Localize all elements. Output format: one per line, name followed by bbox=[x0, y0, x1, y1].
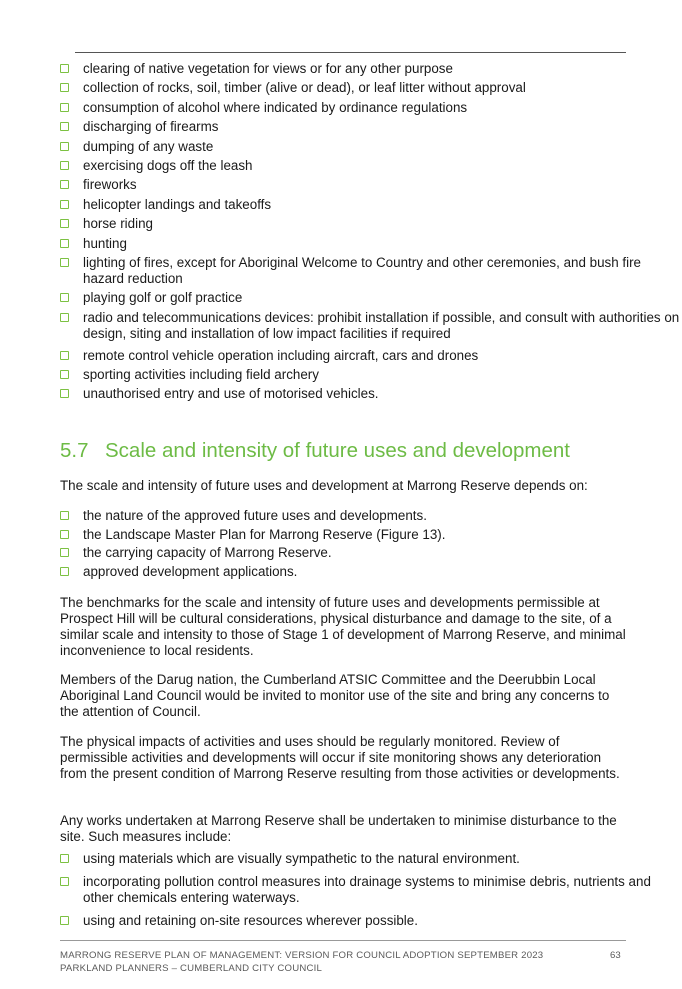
checkbox-bullet-icon bbox=[60, 548, 69, 557]
list-item bbox=[60, 216, 682, 232]
section-title: Scale and intensity of future uses and development bbox=[105, 439, 570, 462]
checkbox-bullet-icon bbox=[60, 219, 69, 228]
benchmarks-paragraph: The benchmarks for the scale and intensity of future uses and developments permissible at Prospect Hill will be cultural considerations, physical disturbance and damage to the site, of a similar scale and intensity to those of Stage 1 of development of Marrong Reserve, and minimal inconvenience to local residents. bbox=[60, 595, 626, 658]
list-item bbox=[60, 139, 682, 155]
list-item-text: collection of rocks, soil, timber (alive or dead), or leaf litter without approval bbox=[83, 80, 526, 96]
checkbox-bullet-icon bbox=[60, 64, 69, 73]
list-item-text: fireworks bbox=[83, 177, 137, 193]
list-item bbox=[60, 913, 682, 929]
list-item-text: discharging of firearms bbox=[83, 119, 219, 135]
list-item bbox=[60, 255, 682, 287]
list-item bbox=[60, 119, 682, 135]
list-item-text: using and retaining on-site resources wherever possible. bbox=[83, 913, 418, 928]
list-item bbox=[60, 527, 445, 543]
list-item bbox=[60, 61, 682, 77]
checkbox-bullet-icon bbox=[60, 200, 69, 209]
footer bbox=[60, 950, 543, 975]
checkbox-bullet-icon bbox=[60, 103, 69, 112]
list-item-text: using materials which are visually sympathetic to the natural environment. bbox=[83, 851, 520, 866]
checkbox-bullet-icon bbox=[60, 854, 69, 863]
checkbox-bullet-icon bbox=[60, 313, 69, 322]
list-item-text: lighting of fires, except for Aboriginal Welcome to Country and other ceremonies, and bush fire hazard reduction bbox=[83, 254, 641, 286]
footer-divider bbox=[60, 940, 626, 941]
impacts-paragraph: The physical impacts of activities and uses should be regularly monitored. Review of permissible activities and developments will occur if site monitoring shows any deterioration from the present condition of Marrong Reserve resulting from those activities or developments. bbox=[60, 734, 620, 781]
checkbox-bullet-icon bbox=[60, 511, 69, 520]
checkbox-bullet-icon bbox=[60, 122, 69, 131]
list-item bbox=[60, 177, 682, 193]
list-item bbox=[60, 367, 682, 383]
list-item bbox=[60, 851, 682, 867]
page-number: 63 bbox=[610, 950, 621, 961]
checkbox-bullet-icon bbox=[60, 239, 69, 248]
list-item bbox=[60, 80, 682, 96]
list-item bbox=[60, 290, 682, 306]
monitoring-paragraph: Members of the Darug nation, the Cumberland ATSIC Committee and the Deerubbin Local Aboriginal Land Council would be invited to monitor use of the site and bring any concerns to the attention of Council. bbox=[60, 672, 610, 719]
checkbox-bullet-icon bbox=[60, 293, 69, 302]
depends-on-list bbox=[60, 508, 445, 580]
list-item bbox=[60, 874, 682, 906]
checkbox-bullet-icon bbox=[60, 877, 69, 886]
list-item bbox=[60, 158, 682, 174]
checkbox-bullet-icon bbox=[60, 370, 69, 379]
prohibited-activities-list bbox=[60, 61, 682, 402]
section-heading bbox=[60, 439, 570, 463]
list-item-text: radio and telecommunications devices: prohibit installation if possible, and consult with authorities on design, siting and installation of low impact facilities if required bbox=[83, 309, 680, 341]
checkbox-bullet-icon bbox=[60, 180, 69, 189]
checkbox-bullet-icon bbox=[60, 161, 69, 170]
list-item-text: remote control vehicle operation including aircraft, cars and drones bbox=[83, 347, 479, 363]
list-item-text: sporting activities including field archery bbox=[83, 367, 319, 383]
list-item-text: playing golf or golf practice bbox=[83, 290, 243, 306]
list-item-text: consumption of alcohol where indicated by ordinance regulations bbox=[83, 99, 468, 115]
list-item-text: incorporating pollution control measures into drainage systems to minimise debris, nutrients and other chemicals entering waterways. bbox=[83, 874, 651, 905]
checkbox-bullet-icon bbox=[60, 258, 69, 267]
list-item bbox=[60, 310, 682, 342]
checkbox-bullet-icon bbox=[60, 916, 69, 925]
list-item bbox=[60, 508, 445, 524]
list-item bbox=[60, 564, 445, 580]
top-divider bbox=[75, 52, 626, 53]
checkbox-bullet-icon bbox=[60, 389, 69, 398]
list-item bbox=[60, 100, 682, 116]
list-item bbox=[60, 545, 445, 561]
footer-document-title: MARRONG RESERVE PLAN OF MANAGEMENT: VERSION FOR COUNCIL ADOPTION SEPTEMBER 2023 bbox=[60, 950, 544, 961]
list-item-text: exercising dogs off the leash bbox=[83, 157, 253, 173]
list-item-text: dumping of any waste bbox=[83, 138, 214, 154]
measures-list bbox=[60, 851, 682, 929]
intro-paragraph: The scale and intensity of future uses and development at Marrong Reserve depends on: bbox=[60, 478, 588, 493]
list-item-text: horse riding bbox=[83, 216, 153, 232]
list-item bbox=[60, 197, 682, 213]
footer-organisation: PARKLAND PLANNERS – CUMBERLAND CITY COUNCIL bbox=[60, 962, 323, 974]
checkbox-bullet-icon bbox=[60, 351, 69, 360]
list-item-text: the Landscape Master Plan for Marrong Reserve (Figure 13). bbox=[83, 526, 446, 542]
checkbox-bullet-icon bbox=[60, 83, 69, 92]
list-item bbox=[60, 348, 682, 364]
list-item-text: hunting bbox=[83, 235, 127, 251]
list-item bbox=[60, 236, 682, 252]
works-paragraph: Any works undertaken at Marrong Reserve shall be undertaken to minimise disturbance to the site. Such measures include: bbox=[60, 813, 617, 844]
list-item-text: approved development applications. bbox=[83, 563, 298, 579]
list-item bbox=[60, 386, 682, 402]
list-item-text: helicopter landings and takeoffs bbox=[83, 196, 272, 212]
checkbox-bullet-icon bbox=[60, 567, 69, 576]
list-item-text: the carrying capacity of Marrong Reserve. bbox=[83, 545, 332, 560]
checkbox-bullet-icon bbox=[60, 530, 69, 539]
list-item-text: unauthorised entry and use of motorised vehicles. bbox=[83, 386, 379, 402]
checkbox-bullet-icon bbox=[60, 142, 69, 151]
section-number: 5.7 bbox=[60, 439, 89, 462]
list-item-text: the nature of the approved future uses and developments. bbox=[83, 508, 427, 523]
list-item-text: clearing of native vegetation for views or for any other purpose bbox=[83, 61, 453, 76]
